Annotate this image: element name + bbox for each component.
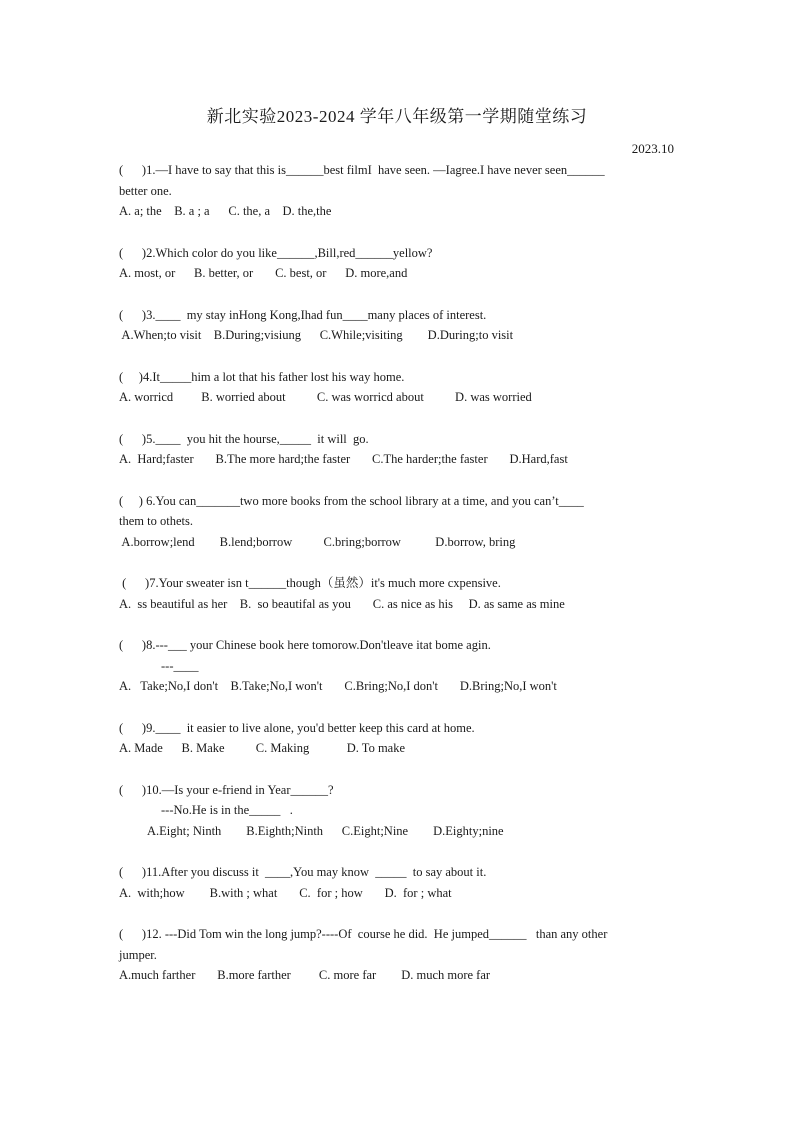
question-stem: ( )3.____ my stay inHong Kong,Ihad fun____many places of interest. [119,307,487,322]
question-stem: ( )4.It_____him a lot that his father lost his way home. [119,369,405,384]
question-options: A. Made B. Make C. Making D. To make [119,741,406,755]
question-stem-continuation: them to othets. [119,514,193,528]
question-options: A. Hard;faster B.The more hard;the faster C.The harder;the faster D.Hard,fast [119,452,568,466]
question-options: A. a; the B. a ; a C. the, a D. the,the [119,204,332,218]
question-reply-line: ---No.He is in the_____ . [161,803,293,817]
question-stem: ( )9.____ it easier to live alone, you'd better keep this card at home. [119,720,475,735]
question-options: A.borrow;lend B.lend;borrow C.bring;borrow D.borrow, bring [119,534,516,549]
question-options: A.When;to visit B.During;visiung C.While;visiting D.During;to visit [119,328,514,342]
question-options: A. Take;No,I don't B.Take;No,I won't C.Bring;No,I don't D.Bring;No,I won't [119,679,557,693]
question-6 [119,491,679,553]
question-stem: ( )11.After you discuss it ____,You may know _____ to say about it. [119,865,487,879]
question-list [119,160,679,1007]
question-stem: ( )8.---___ your Chinese book here tomorow.Don'tleave itat bome agin. [119,638,491,652]
question-reply-line: ---____ [161,658,199,673]
question-stem: ( )1.—I have to say that this is______best filmI have seen. —Iagree.I have never seen______ [119,163,605,177]
question-7 [119,573,679,614]
question-11 [119,862,679,903]
question-options: A.Eight; Ninth B.Eighth;Ninth C.Eight;Nine D.Eighty;nine [147,823,504,838]
question-stem: ( )12. ---Did Tom win the long jump?----Of course he did. He jumped______ than any other [119,927,608,941]
question-5 [119,429,679,470]
question-stem: ( ) 6.You can_______two more books from the school library at a time, and you can’t____ [119,493,584,508]
question-8 [119,635,679,697]
question-10 [119,780,679,842]
question-stem-continuation: better one. [119,183,172,198]
question-options: A. most, or B. better, or C. best, or D. more,and [119,266,408,280]
question-stem-continuation: jumper. [119,947,157,962]
question-options: A. ss beautiful as her B. so beautifal as you C. as nice as his D. as same as mine [119,596,565,611]
question-1 [119,160,679,222]
page-title: 新北实验2023-2024 学年八年级第一学期随堂练习 [206,107,588,126]
worksheet-date: 2023.10 [631,141,674,156]
question-options: A. with;how B.with ; what C. for ; how D. for ; what [119,885,452,900]
question-12 [119,924,679,986]
question-stem: ( )10.—Is your e-friend in Year______? [119,782,334,797]
question-9 [119,718,679,759]
question-options: A. worricd B. worried about C. was worricd about D. was worried [119,390,532,404]
question-stem: ( )7.Your sweater isn t______though（虽然）it's much more cxpensive. [119,576,501,590]
question-options: A.much farther B.more farther C. more far D. much more far [119,968,491,982]
question-stem: ( )2.Which color do you like______,Bill,red______yellow? [119,245,433,260]
question-3 [119,305,679,346]
question-stem: ( )5.____ you hit the hourse,_____ it will go. [119,431,369,446]
question-4 [119,367,679,408]
question-2 [119,243,679,284]
